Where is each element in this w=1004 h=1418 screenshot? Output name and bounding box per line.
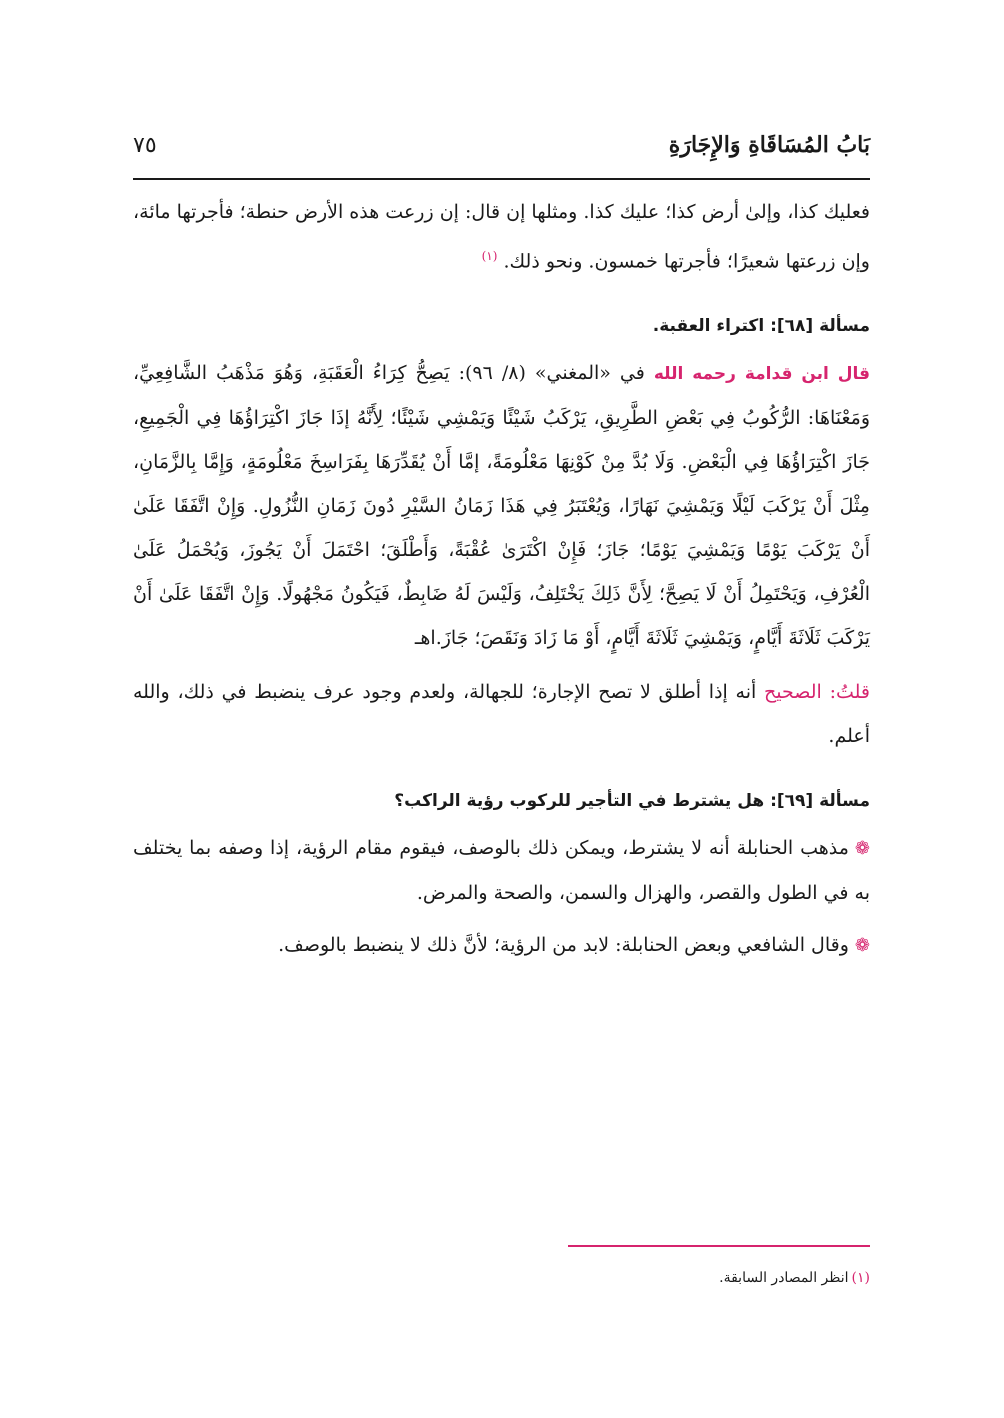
body-text xyxy=(133,190,870,968)
author-comment xyxy=(133,670,870,758)
flower-bullet-icon: ❁ xyxy=(854,838,870,860)
issue-69-heading: مسألة [٦٩]: هل يشترط في التأجير للركوب رؤية الراكب؟ xyxy=(394,791,870,812)
comment-label: قلتُ: xyxy=(829,681,871,704)
issue-68-heading: مسألة [٦٨]: اكتراء العقبة. xyxy=(652,316,870,337)
footnote-reference[interactable]: (١) xyxy=(481,249,498,263)
flower-bullet-icon: ❁ xyxy=(854,935,870,957)
ruling-label: الصحيح xyxy=(764,681,822,704)
footnote-rule xyxy=(568,1245,870,1247)
quote-text: يَصِحُّ كِرَاءُ الْعَقَبَةِ، وَهُوَ مَذْهَبُ الشَّافِعِيِّ، وَمَعْنَاهَا: الرُّكُوبُ فِي بَعْضِ الطَّرِيقِ، يَرْكَبُ شَيْئًا وَيَمْشِي شَيْئًا؛ لِأَنَّهُ إذَا جَازَ اكْتِرَاؤُهَا فِي الْجَمِيعِ، جَازَ اكْتِرَاؤُهَا فِي الْبَعْضِ. وَلَا بُدَّ مِنْ كَوْنِهَا مَعْلُومَةً، إمَّا أَنْ يُقَدِّرَهَا بِفَرَاسِخَ مَعْلُومَةٍ، وَإِمَّا بِالزَّمَانِ، مِثْلَ أَنْ يَرْكَبَ لَيْلًا وَيَمْشِيَ نَهَارًا، وَيُعْتَبَرُ فِي هَذَا زَمَانُ السَّيْرِ دُونَ زَمَانِ النُّزُولِ. وَإِنْ اتَّفَقَا عَلَىٰ أَنْ يَرْكَبَ يَوْمًا وَيَمْشِيَ يَوْمًا؛ جَازَ؛ فَإِنْ اكْتَرَىٰ عُقْبَةً، وَأَطْلَقَ؛ احْتَمَلَ أَنْ يَجُوزَ، وَيُحْمَلُ عَلَىٰ الْعُرْفِ، وَيَحْتَمِلُ أَنْ لَا يَصِحَّ؛ لِأَنَّ ذَلِكَ يَخْتَلِفُ، وَلَيْسَ لَهُ ضَابِطٌ، فَيَكُونُ مَجْهُولًا. وَإِنْ اتَّفَقَا عَلَىٰ أَنْ يَرْكَبَ ثَلَاثَةَ أَيَّامٍ، وَيَمْشِيَ ثَلَاثَةَ أَيَّامٍ، أَوْ مَا زَادَ وَنَقَصَ؛ جَازَ.اهـ xyxy=(133,362,870,650)
bullet-text: مذهب الحنابلة أنه لا يشترط، ويمكن ذلك بالوصف، فيقوم مقام الرؤية، إذا وصفه بما يختلف به في الطول والقصر، والهزال والسمن، والصحة والمرض. xyxy=(133,837,870,905)
bullet-shafii xyxy=(133,923,870,968)
ibn-qudama-quote xyxy=(133,351,870,660)
quote-source: في «المغني» (٨/ ٩٦): xyxy=(458,362,645,385)
comment-text: أنه إذا أطلق لا تصح الإجارة؛ للجهالة، ولعدم وجود عرف ينضبط في ذلك، والله أعلم. xyxy=(133,681,870,748)
speaker-name: قال ابن قدامة رحمه الله xyxy=(653,364,871,385)
bullet-text: وقال الشافعي وبعض الحنابلة: لابد من الرؤية؛ لأنَّ ذلك لا ينضبط بالوصف. xyxy=(278,934,849,957)
running-title: بَابُ المُسَاقَاةِ وَالإِجَارَةِ xyxy=(668,132,870,158)
footnote-number: (١) xyxy=(851,1270,870,1286)
header-rule xyxy=(133,178,870,180)
paragraph-text: فعليك كذا، وإلىٰ أرض كذا؛ عليك كذا. ومثلها إن قال: إن زرعت هذه الأرض حنطة؛ فأجرتها مائة، وإن زرعتها شعيرًا؛ فأجرتها خمسون. ونحو ذلك. xyxy=(133,201,870,273)
bullet-hanbali xyxy=(133,826,870,915)
footnote-text: انظر المصادر السابقة. xyxy=(719,1270,849,1286)
page-number: ٧٥ xyxy=(133,132,157,158)
footnote xyxy=(133,1266,870,1290)
paragraph-continuation xyxy=(133,190,870,283)
page-header xyxy=(133,128,870,162)
